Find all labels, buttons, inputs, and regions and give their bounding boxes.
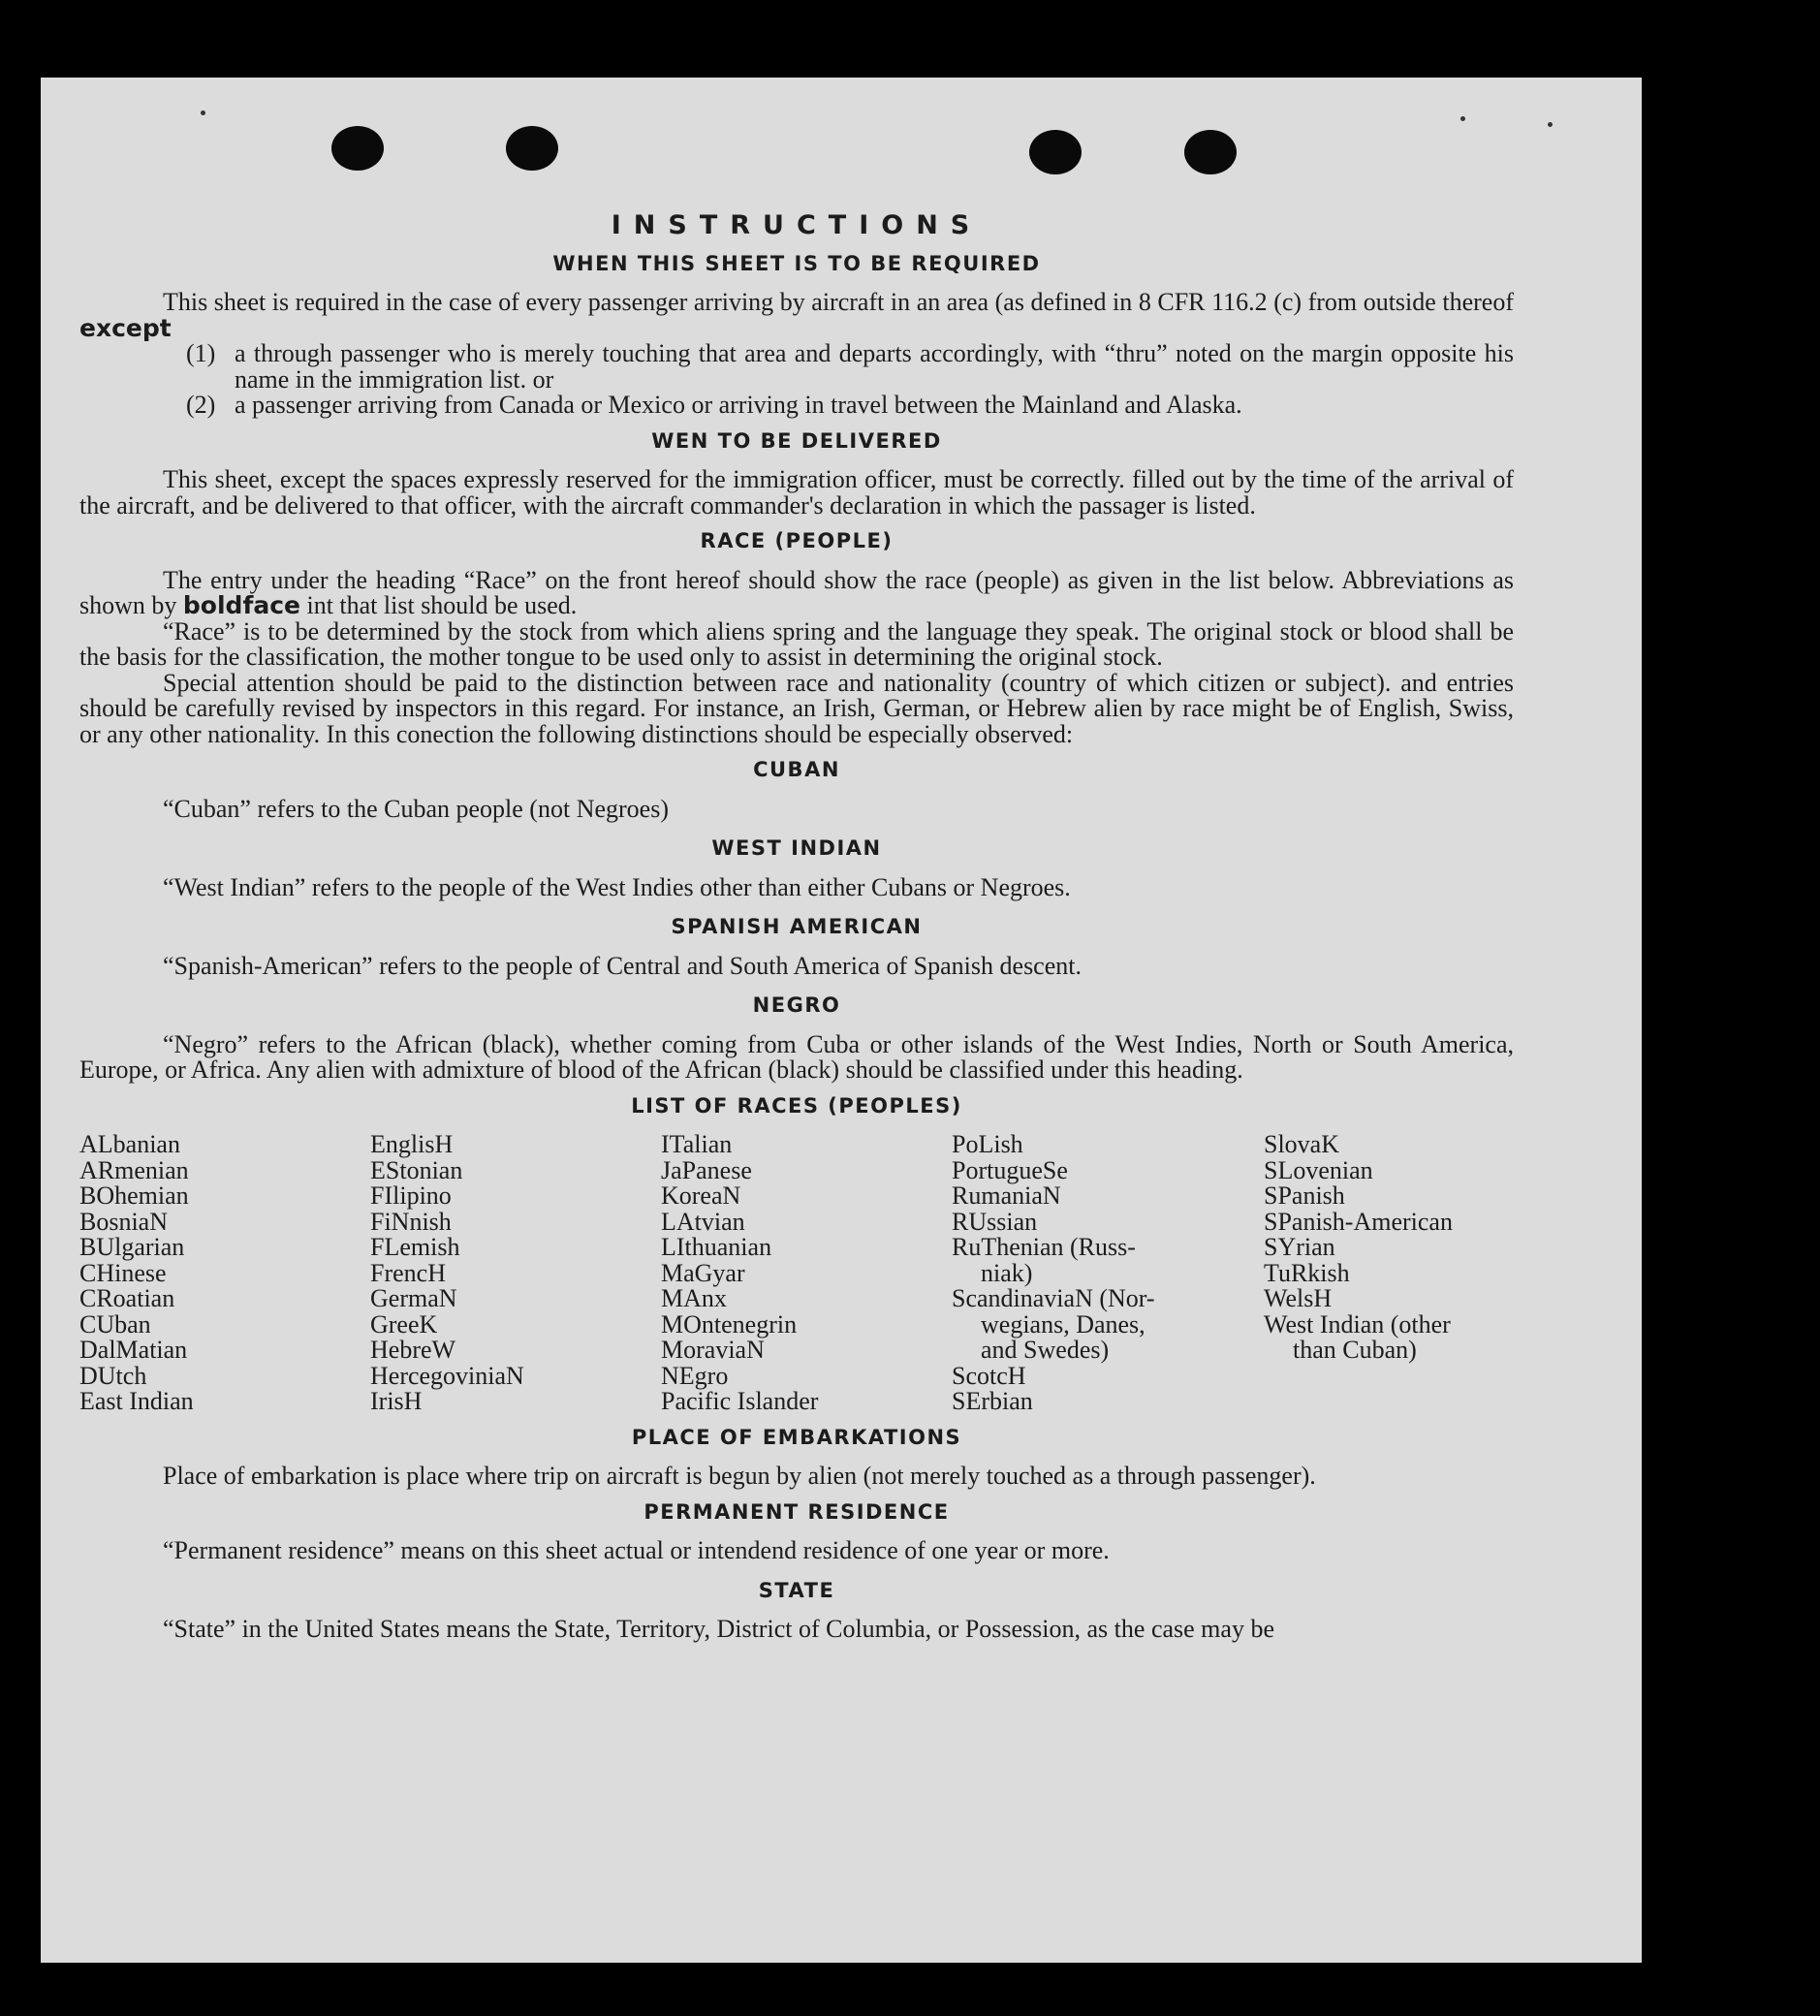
punch-hole <box>506 126 558 171</box>
item-text: a through passenger who is merely touching that area and departs accordingly, with “thru” noted on the margin opposite his name in the immigration list. or <box>235 339 1514 394</box>
race-item: ARmenian <box>79 1155 189 1184</box>
race-item: BOhemian <box>79 1181 189 1210</box>
race-item: East Indian <box>79 1387 194 1415</box>
document-sheet <box>41 78 1642 1963</box>
race-item: PortugueSe <box>952 1155 1068 1184</box>
race-item: EStonian <box>370 1155 463 1184</box>
race-item: DalMatian <box>79 1336 188 1364</box>
heading-cuban: CUBAN <box>753 758 840 781</box>
race-paragraph-2: “Race” is to be determined by the stock from which aliens spring and the language they speak. The original stock or blood shall be the basis for the classification, the mother tongue to be used only to assist in determining the original stock. <box>79 616 1514 671</box>
item-number: (1) <box>186 339 216 367</box>
races-column-3 <box>661 1132 952 1415</box>
heading-race: RACE (PEOPLE) <box>700 529 894 552</box>
race-item: West Indian (other <box>1264 1309 1451 1339</box>
race-item: niak) <box>981 1258 1033 1287</box>
race-item: SLovenian <box>1264 1155 1373 1184</box>
race-item: FIlipino <box>370 1181 452 1210</box>
race-item: CUban <box>79 1309 151 1339</box>
races-column-4 <box>952 1132 1264 1415</box>
heading-delivered: WEN TO BE DELIVERED <box>651 428 942 453</box>
race-item: BUlgarian <box>79 1233 185 1261</box>
race-item: EnglisH <box>370 1130 454 1158</box>
heading-residence: PERMANENT RESIDENCE <box>643 1499 950 1524</box>
race-item: MaGyar <box>661 1258 745 1287</box>
speck <box>1460 116 1465 121</box>
heading-state: STATE <box>758 1578 835 1602</box>
race-item: LIthuanian <box>661 1233 772 1261</box>
state-text: “State” in the United States means the State, Territory, District of Columbia, or Possession, as the case may be <box>163 1615 1274 1643</box>
race-item: ScandinaviaN (Nor- <box>952 1284 1155 1312</box>
race-paragraph-1: The entry under the heading “Race” on the front hereof should show the race (people) as given in the list below. Abbreviations as shown by boldface int that list should be used. <box>79 565 1514 619</box>
embarkation-text: Place of embarkation is place where trip on aircraft is begun by alien (not merely touched as a through passenger). <box>163 1462 1316 1490</box>
race-item: FiNnish <box>370 1207 452 1236</box>
race-item: MOntenegrin <box>661 1309 798 1339</box>
race-item: SPanish <box>1264 1181 1345 1210</box>
race-item: Pacific Islander <box>661 1387 819 1415</box>
cuban-text: “Cuban” refers to the Cuban people (not Negroes) <box>163 794 669 823</box>
race-item: WelsH <box>1264 1284 1333 1312</box>
punch-hole <box>331 126 384 171</box>
race-item: KoreaN <box>661 1181 741 1210</box>
delivered-text: This sheet, except the spaces expressly reserved for the immigration officer, must be correctly. filled out by the time of the arrival of the aircraft, and be delivered to that officer, with the aircraft commander's declaration in which the passager is listed. <box>79 465 1514 520</box>
negro-text: “Negro” refers to the African (black), whether coming from Cuba or other islands of the West Indies, North or South America, Europe, or Africa. Any alien with admixture of blood of the African (black) should be classified under this heading. <box>79 1029 1514 1084</box>
races-column-5 <box>1264 1132 1514 1415</box>
heading-spanish-american: SPANISH AMERICAN <box>671 915 923 938</box>
race-item: RuThenian (Russ- <box>952 1233 1136 1261</box>
race-item: wegians, Danes, <box>981 1309 1145 1339</box>
list-item <box>186 341 1514 393</box>
race-item: ScotcH <box>952 1361 1026 1390</box>
heading-races-list: LIST OF RACES (PEOPLES) <box>631 1093 962 1118</box>
punch-hole <box>1029 130 1082 174</box>
race-item: IrisH <box>370 1387 423 1415</box>
item-text: a passenger arriving from Canada or Mexico or arriving in travel between the Mainland and Alaska. <box>235 391 1242 419</box>
race-item: NEgro <box>661 1361 729 1390</box>
heading-embarkation: PLACE OF EMBARKATIONS <box>631 1425 962 1449</box>
race-item: SlovaK <box>1264 1130 1339 1158</box>
heading-negro: NEGRO <box>752 993 841 1017</box>
races-column-2 <box>370 1132 661 1415</box>
residence-text: “Permanent residence” means on this sheet actual or intendend residence of one year or more. <box>163 1536 1110 1564</box>
race-item: and Swedes) <box>981 1336 1110 1364</box>
race-item: GermaN <box>370 1284 457 1312</box>
race-item: ALbanian <box>79 1130 180 1158</box>
speck <box>1548 122 1553 127</box>
heading-required: WHEN THIS SHEET IS TO BE REQUIRED <box>552 251 1041 275</box>
race-item: JaPanese <box>661 1155 752 1184</box>
required-intro: This sheet is required in the case of every passenger arriving by aircraft in an area (as defined in 8 CFR 116.2 (c) from outside thereof except <box>79 288 1514 342</box>
race-item: LAtvian <box>661 1207 745 1236</box>
race-item: ITalian <box>661 1130 733 1158</box>
race-item: FLemish <box>370 1233 460 1261</box>
speck <box>201 110 205 115</box>
race-item: TuRkish <box>1264 1258 1350 1287</box>
bold-except: except <box>79 313 172 342</box>
list-item <box>186 393 1514 419</box>
race-item: MoraviaN <box>661 1336 765 1364</box>
heading-west-indian: WEST INDIAN <box>711 836 882 860</box>
races-column-1 <box>79 1132 370 1415</box>
race-item: HercegoviniaN <box>370 1361 524 1390</box>
race-item: RUssian <box>952 1207 1038 1236</box>
race-item: CHinese <box>79 1258 167 1287</box>
race-item: HebreW <box>370 1336 456 1364</box>
punch-hole <box>1184 130 1237 174</box>
document-body <box>79 210 1514 1643</box>
item-number: (2) <box>186 391 216 419</box>
race-item: than Cuban) <box>1293 1336 1417 1364</box>
race-item: PoLish <box>952 1130 1023 1158</box>
race-item: GreeK <box>370 1309 438 1339</box>
race-item: CRoatian <box>79 1284 175 1312</box>
bold-boldface: boldface <box>182 591 300 619</box>
race-item: SErbian <box>952 1387 1033 1415</box>
race-item: RumaniaN <box>952 1181 1061 1210</box>
race-item: BosniaN <box>79 1207 168 1236</box>
races-list <box>79 1132 1514 1415</box>
race-item: SYrian <box>1264 1233 1335 1261</box>
race-item: FrencH <box>370 1258 446 1287</box>
race-paragraph-3: Special attention should be paid to the distinction between race and nationality (country of which citizen or subject). and entries should be carefully revised by inspectors in this regard. For instance, an Irish, German, or Hebrew alien by race might be of English, Swiss, or any other nationality. In this conection the following distinctions should be especially observed: <box>79 668 1514 748</box>
west-indian-text: “West Indian” refers to the people of the West Indies other than either Cubans or Negroes. <box>163 872 1071 901</box>
page-title: INSTRUCTIONS <box>611 210 983 240</box>
spanish-american-text: “Spanish-American” refers to the people of Central and South America of Spanish descent. <box>163 951 1082 980</box>
race-item: MAnx <box>661 1284 727 1312</box>
race-item: DUtch <box>79 1361 147 1390</box>
race-item: SPanish-American <box>1264 1207 1453 1236</box>
